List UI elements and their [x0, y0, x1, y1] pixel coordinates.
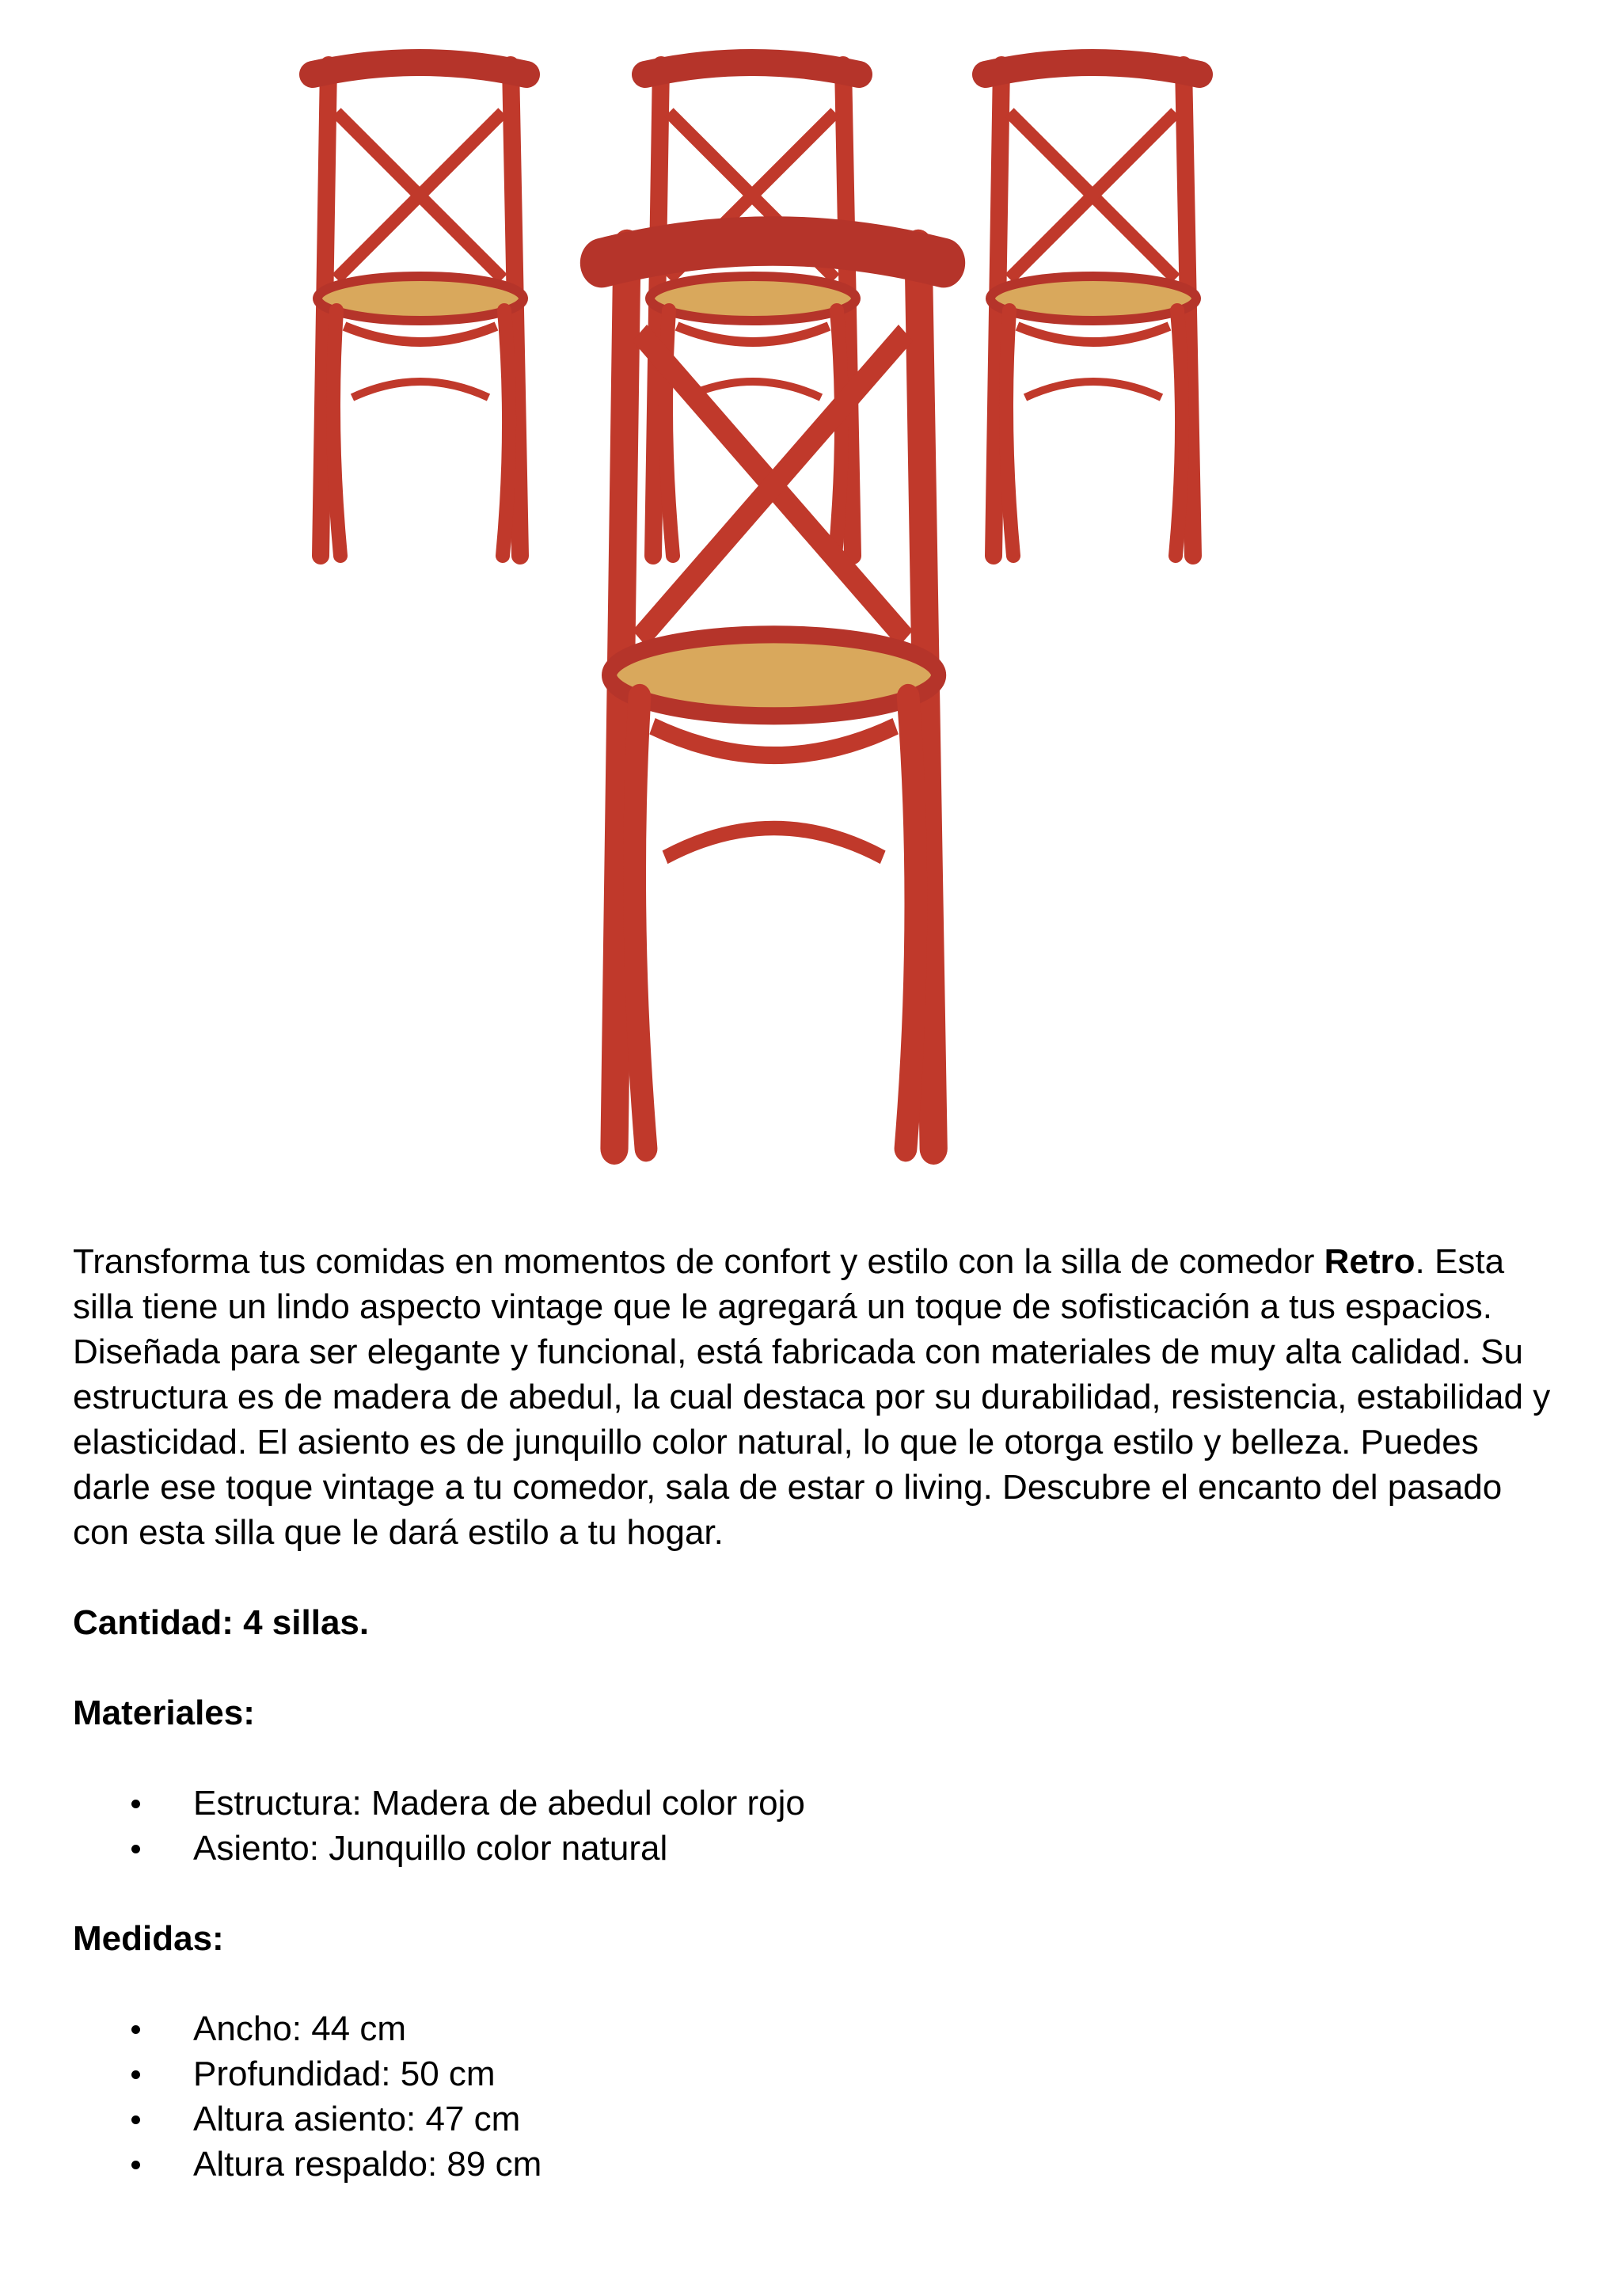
material-item: Estructura: Madera de abedul color rojo	[193, 1784, 805, 1823]
description-paragraph	[73, 1239, 1561, 1555]
bullet-icon	[131, 2115, 140, 2124]
bullet-icon	[131, 2025, 140, 2034]
chair-small-center	[645, 63, 859, 556]
chair-small-right	[986, 63, 1199, 556]
list-item	[73, 2006, 1561, 2051]
measures-heading: Medidas:	[73, 1919, 224, 1958]
list-item	[73, 2142, 1561, 2187]
product-name: Retro	[1324, 1242, 1416, 1281]
measure-item: Altura asiento: 47 cm	[193, 2100, 521, 2138]
materials-heading: Materiales:	[73, 1693, 255, 1732]
list-item	[73, 1781, 1561, 1826]
product-description-section	[73, 1239, 1561, 2187]
measure-item: Ancho: 44 cm	[193, 2009, 407, 2048]
list-item	[73, 1826, 1561, 1871]
bullet-icon	[131, 1800, 140, 1808]
bullet-icon	[131, 2161, 140, 2169]
bullet-icon	[131, 1845, 140, 1853]
list-item	[73, 2096, 1561, 2142]
measure-item: Profundidad: 50 cm	[193, 2055, 496, 2093]
quantity-heading: Cantidad: 4 sillas.	[73, 1603, 370, 1642]
description-part1: Transforma tus comidas en momentos de confort y estilo con la silla de comedor	[73, 1242, 1324, 1281]
bullet-icon	[131, 2070, 140, 2079]
measures-list	[73, 2006, 1561, 2187]
list-item	[73, 2051, 1561, 2096]
material-item: Asiento: Junquillo color natural	[193, 1829, 668, 1868]
chair-small-left	[313, 63, 526, 556]
measure-item: Altura respaldo: 89 cm	[193, 2145, 542, 2184]
materials-list	[73, 1781, 1561, 1871]
description-part2: . Esta silla tiene un lindo aspecto vintage que le agregará un toque de sofisticación a tus espacios. Diseñada para ser elegante y funcional, está fabricada con materiales de muy alta calidad. Su estructura es de madera de abedul, la cual destaca por su durabilidad, resistencia, estabilidad y elasticidad. El asiento es de junquillo color natural, lo que le otorga estilo y belleza. Puedes darle ese toque vintage a tu comedor, sala de estar o living. Descubre el encanto del pasado con esta silla que le dará estilo a tu hogar.	[73, 1242, 1551, 1552]
